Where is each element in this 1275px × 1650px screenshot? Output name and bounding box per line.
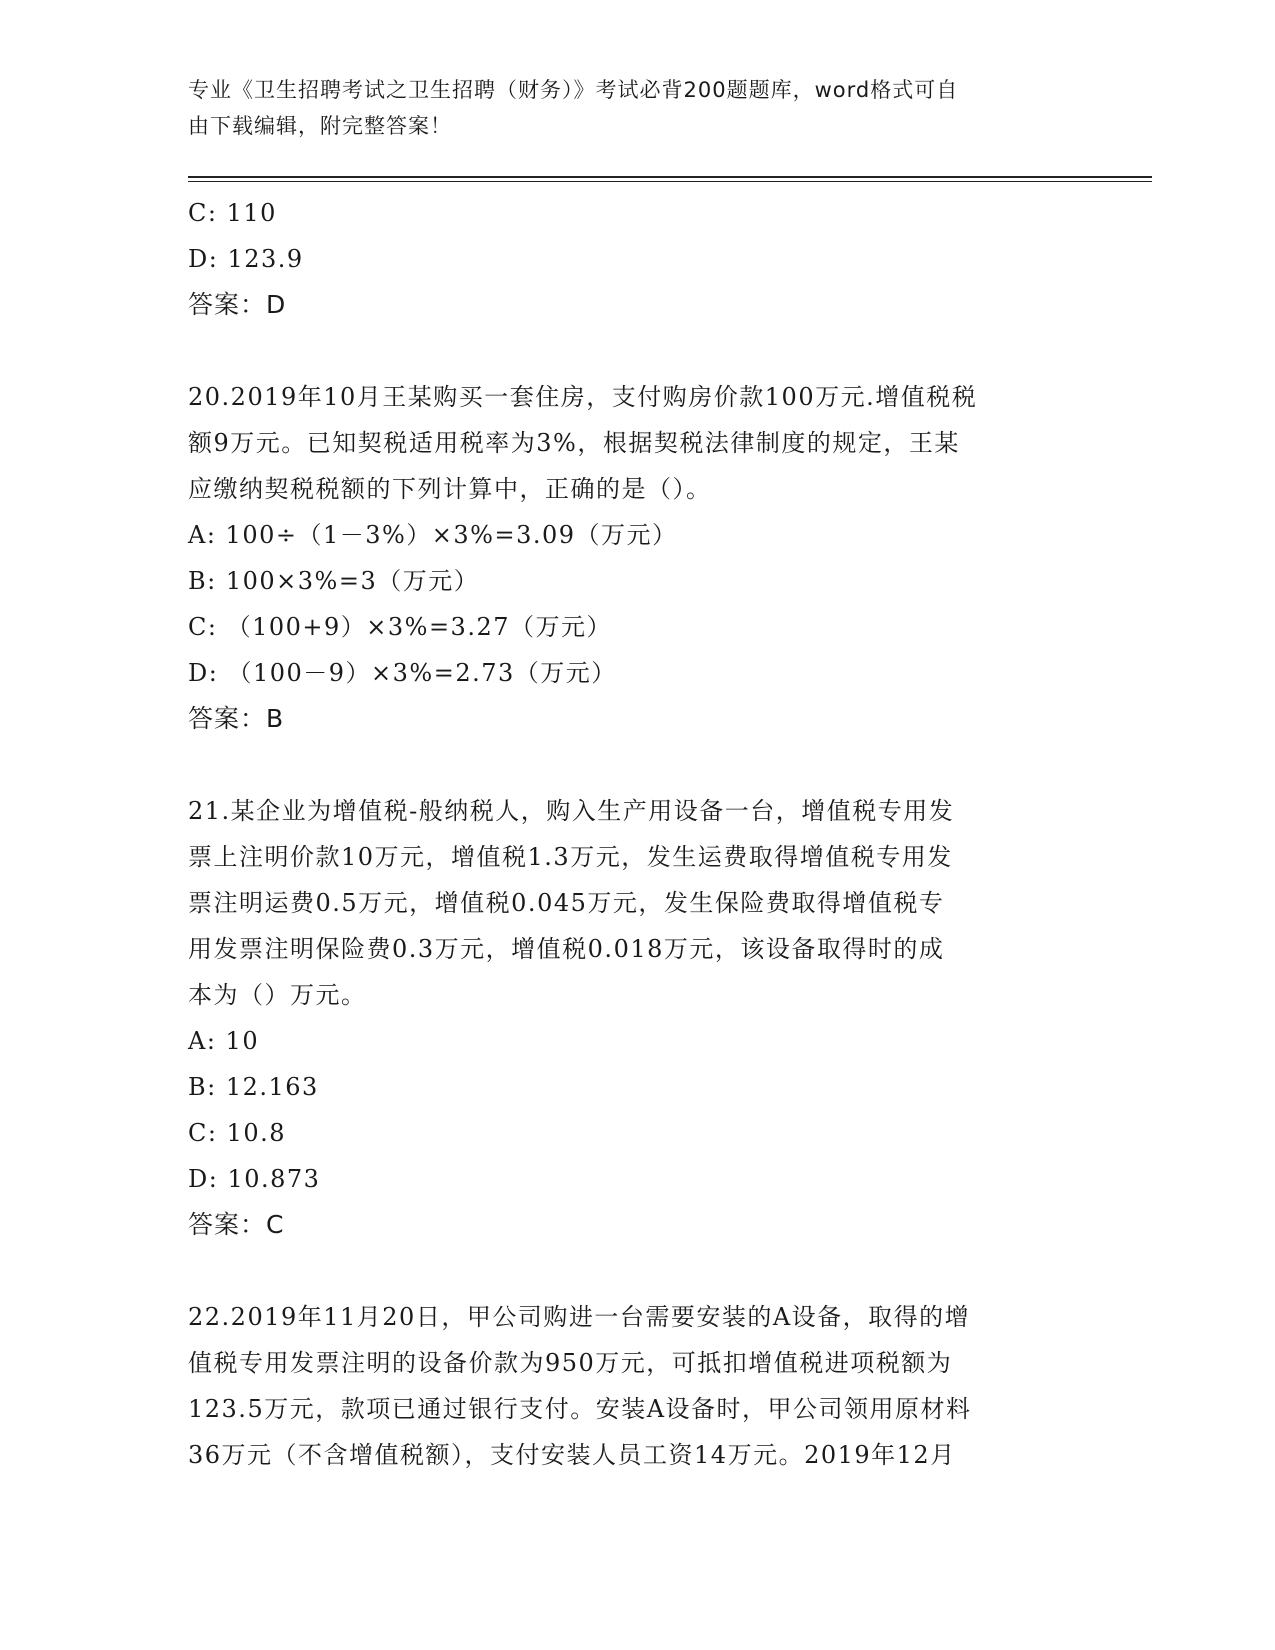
- question-stem-line: 票注明运费0.5万元，增值税0.045万元，发生保险费取得增值税专: [188, 889, 945, 917]
- question-21: [188, 788, 1088, 1248]
- question-stem-line: 22.2019年11月20日，甲公司购进一台需要安装的A设备，取得的增: [188, 1303, 971, 1331]
- question-stem-line: 21.某企业为增值税-般纳税人，购入生产用设备一台，增值税专用发: [188, 797, 955, 825]
- header-line-1: 专业《卫生招聘考试之卫生招聘（财务）》考试必背200题题库，word格式可自: [188, 78, 959, 102]
- option-a: A: 10: [188, 1027, 260, 1055]
- option-d: D: 10.873: [188, 1165, 321, 1193]
- prev-question-block: [188, 190, 1088, 328]
- header-divider-thick: [188, 176, 1152, 178]
- question-stem-line: 票上注明价款10万元，增值税1.3万元，发生运费取得增值税专用发: [188, 843, 953, 871]
- header-divider-thin: [188, 181, 1152, 182]
- document-body: [188, 190, 1088, 1478]
- option-a: A: 100÷（1－3%）×3%=3.09（万元）: [188, 521, 678, 549]
- option-b: B: 100×3%=3（万元）: [188, 567, 480, 595]
- question-stem-line: 额9万元。已知契税适用税率为3%，根据契税法律制度的规定，王某: [188, 429, 960, 457]
- question-stem-line: 值税专用发票注明的设备价款为950万元，可抵扣增值税进项税额为: [188, 1349, 953, 1377]
- header-line-2: 由下载编辑，附完整答案！: [188, 114, 452, 138]
- question-stem-line: 123.5万元，款项已通过银行支付。安装A设备时，甲公司领用原材料: [188, 1395, 972, 1423]
- question-22: [188, 1294, 1088, 1478]
- question-stem-line: 20.2019年10月王某购买一套住房，支付购房价款100万元.增值税税: [188, 383, 978, 411]
- question-stem-line: 应缴纳契税税额的下列计算中，正确的是（）。: [188, 475, 712, 503]
- option-d: D: （100－9）×3%=2.73（万元）: [188, 659, 617, 687]
- answer-line: 答案：D: [188, 290, 287, 319]
- question-stem-line: 本为（）万元。: [188, 981, 367, 1009]
- answer-line: 答案：B: [188, 704, 285, 733]
- question-stem-line: 用发票注明保险费0.3万元，增值税0.018万元，该设备取得时的成: [188, 935, 945, 963]
- option-b: B: 12.163: [188, 1073, 319, 1101]
- question-stem-line: 36万元（不含增值税额），支付安装人员工资14万元。2019年12月: [188, 1441, 956, 1469]
- question-20: [188, 374, 1088, 742]
- option-c: C: （100+9）×3%=3.27（万元）: [188, 613, 612, 641]
- answer-line: 答案：C: [188, 1210, 285, 1239]
- option-c: C: 110: [188, 199, 277, 227]
- option-d: D: 123.9: [188, 245, 304, 273]
- document-header: [188, 72, 1068, 144]
- option-c: C: 10.8: [188, 1119, 287, 1147]
